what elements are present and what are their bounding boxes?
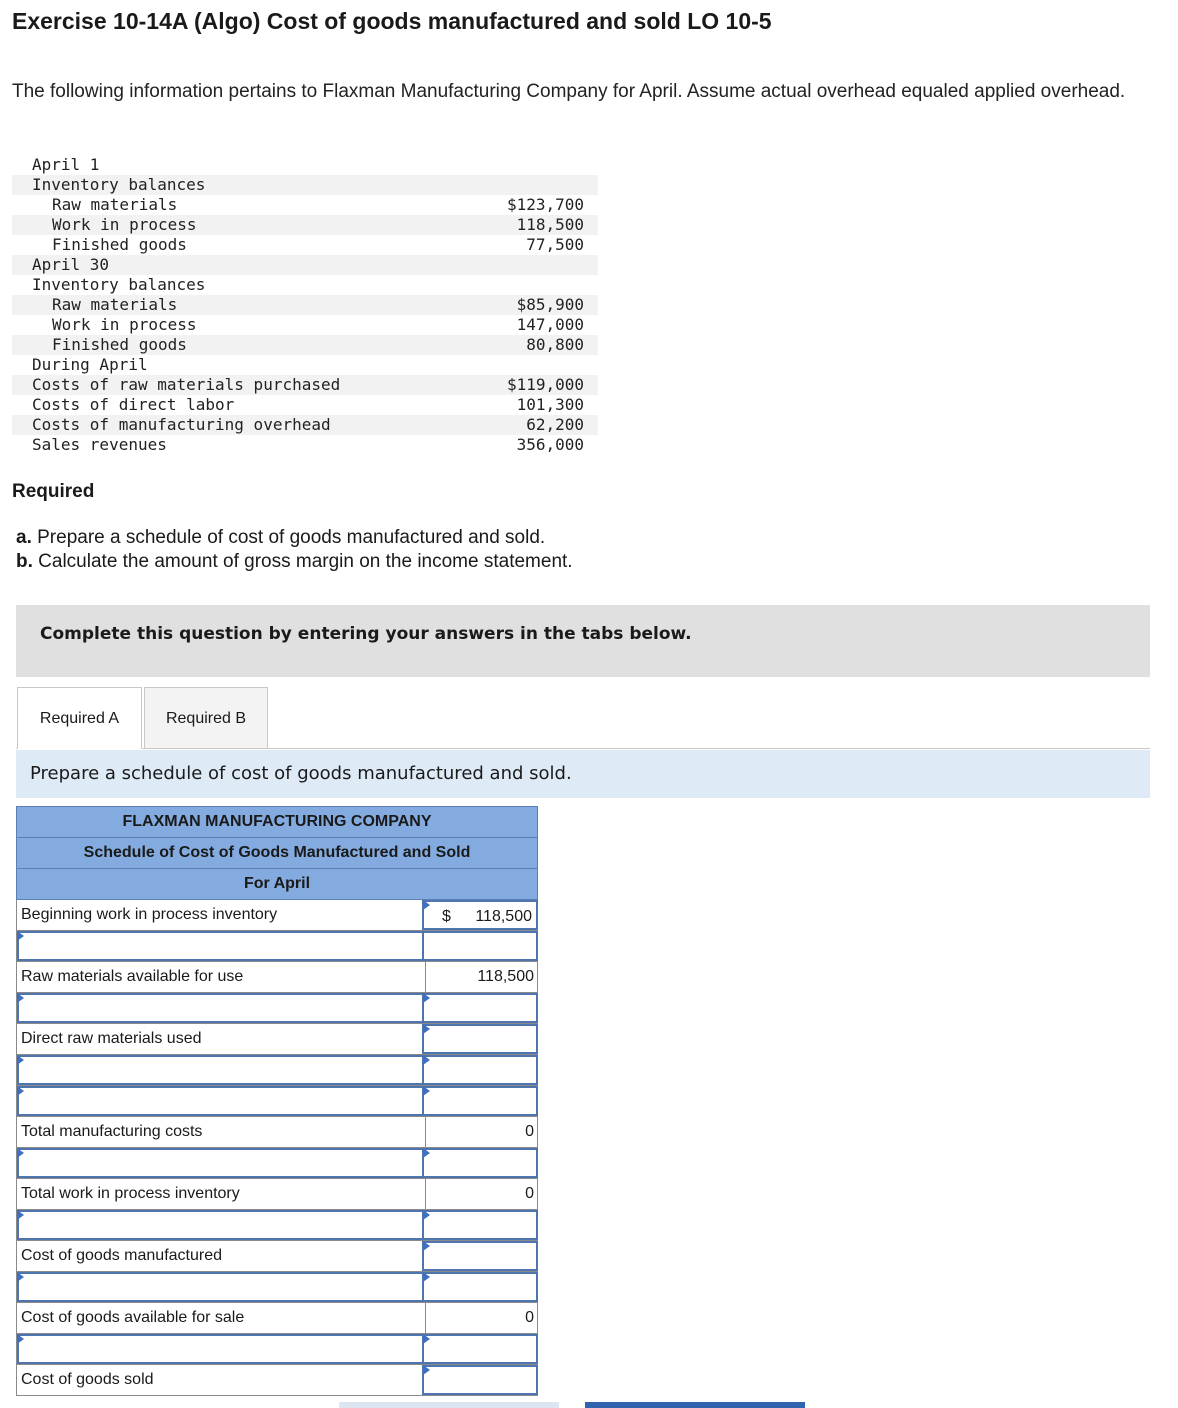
row-label: Total work in process inventory xyxy=(17,1179,426,1209)
required-item-a: a. Prepare a schedule of cost of goods manufactured and sold. xyxy=(16,527,546,548)
amount-input[interactable] xyxy=(422,1086,538,1116)
label-dropdown-input[interactable] xyxy=(17,1148,425,1178)
schedule-title: Schedule of Cost of Goods Manufactured and Sold xyxy=(17,838,537,869)
given-row: Costs of manufacturing overhead 62,200 xyxy=(12,415,598,435)
input-marker-icon xyxy=(17,1334,24,1344)
schedule-row xyxy=(16,993,538,1024)
schedule-row xyxy=(16,1272,538,1303)
schedule-row xyxy=(16,1024,538,1055)
label-dropdown-input[interactable] xyxy=(17,1334,425,1364)
schedule-row xyxy=(16,1179,538,1210)
label-dropdown-input[interactable] xyxy=(17,1210,425,1240)
given-row: April 30 xyxy=(12,255,598,275)
given-row: Work in process 118,500 xyxy=(12,215,598,235)
input-marker-icon xyxy=(17,1086,24,1096)
given-row: During April xyxy=(32,355,148,374)
schedule-row xyxy=(16,1210,538,1241)
row-label: Beginning work in process inventory xyxy=(17,900,426,930)
amount-input[interactable] xyxy=(422,1272,538,1302)
schedule-row xyxy=(16,1148,538,1179)
input-marker-icon xyxy=(423,1024,430,1034)
prev-button[interactable] xyxy=(339,1402,559,1408)
label-dropdown-input[interactable] xyxy=(17,1055,425,1085)
instruction-text: Prepare a schedule of cost of goods manufactured and sold. xyxy=(30,763,572,784)
schedule-row xyxy=(16,931,538,962)
given-row: Inventory balances xyxy=(32,275,206,294)
tab-required-b[interactable]: Required B xyxy=(144,687,268,749)
intro-text: The following information pertains to Flaxman Manufacturing Company for April. Assume actual overhead equaled applied overhead. xyxy=(12,81,1126,102)
input-marker-icon xyxy=(423,1272,430,1282)
given-row: Inventory balances xyxy=(12,175,598,195)
required-list xyxy=(16,526,573,574)
input-marker-icon xyxy=(423,1241,430,1251)
row-value: 0 xyxy=(525,1123,534,1140)
required-item-b: b. Calculate the amount of gross margin on the income statement. xyxy=(16,551,573,572)
row-label: Cost of goods sold xyxy=(17,1365,426,1395)
row-value: 0 xyxy=(525,1309,534,1326)
schedule-row xyxy=(16,1086,538,1117)
amount-input[interactable]: $ 118,500 xyxy=(422,900,538,930)
given-row: Raw materials $123,700 xyxy=(52,195,584,214)
row-label: Raw materials available for use xyxy=(17,962,426,992)
given-data-table xyxy=(12,155,598,455)
input-marker-icon xyxy=(423,1086,430,1096)
row-label: Total manufacturing costs xyxy=(17,1117,426,1147)
schedule-header xyxy=(16,806,538,900)
schedule-company: FLAXMAN MANUFACTURING COMPANY xyxy=(17,807,537,838)
tab-divider xyxy=(16,748,1150,749)
row-value: 0 xyxy=(525,1185,534,1202)
given-row: Costs of direct labor 101,300 xyxy=(32,395,584,414)
schedule-row xyxy=(16,1241,538,1272)
amount-input[interactable] xyxy=(422,1024,538,1054)
input-marker-icon xyxy=(17,1272,24,1282)
given-row: Sales revenues 356,000 xyxy=(32,435,584,454)
amount-input[interactable] xyxy=(422,1148,538,1178)
schedule-row xyxy=(16,1055,538,1086)
amount-input[interactable] xyxy=(422,993,538,1023)
row-value: 118,500 xyxy=(477,968,534,985)
given-row: Finished goods 77,500 xyxy=(52,235,584,254)
input-marker-icon xyxy=(423,1148,430,1158)
input-marker-icon xyxy=(17,1055,24,1065)
schedule-row xyxy=(16,1334,538,1365)
schedule-row xyxy=(16,962,538,993)
row-label: Direct raw materials used xyxy=(17,1024,426,1054)
input-marker-icon xyxy=(423,900,430,910)
instruction-bar xyxy=(16,750,1150,798)
schedule-row xyxy=(16,1303,538,1334)
schedule-period: For April xyxy=(17,869,537,900)
input-marker-icon xyxy=(17,1210,24,1220)
given-row: Work in process 147,000 xyxy=(52,315,584,334)
input-marker-icon xyxy=(17,993,24,1003)
schedule-table xyxy=(16,806,538,1396)
input-marker-icon xyxy=(423,1210,430,1220)
label-dropdown-input[interactable] xyxy=(17,993,425,1023)
schedule-row xyxy=(16,1117,538,1148)
input-marker-icon xyxy=(423,1365,430,1375)
page-title: Exercise 10-14A (Algo) Cost of goods manufactured and sold LO 10-5 xyxy=(12,8,772,34)
input-marker-icon xyxy=(17,931,24,941)
amount-input[interactable] xyxy=(422,1241,538,1271)
input-marker-icon xyxy=(423,1055,430,1065)
amount-input[interactable] xyxy=(422,1334,538,1364)
amount-input[interactable] xyxy=(422,1055,538,1085)
input-marker-icon xyxy=(17,1148,24,1158)
tab-required-a[interactable]: Required A xyxy=(17,687,142,749)
next-button[interactable] xyxy=(585,1402,805,1408)
schedule-row xyxy=(16,1365,538,1396)
complete-question-banner xyxy=(16,605,1150,677)
required-heading: Required xyxy=(12,481,95,502)
input-marker-icon xyxy=(423,993,430,1003)
amount-input[interactable] xyxy=(422,931,538,961)
given-row: April 1 xyxy=(32,155,100,174)
row-label: Cost of goods manufactured xyxy=(17,1241,426,1271)
label-dropdown-input[interactable] xyxy=(17,1272,425,1302)
schedule-row xyxy=(16,900,538,931)
amount-input[interactable] xyxy=(422,1210,538,1240)
label-dropdown-input[interactable] xyxy=(17,1086,425,1116)
given-row: Costs of raw materials purchased $119,000 xyxy=(12,375,598,395)
row-label: Cost of goods available for sale xyxy=(17,1303,426,1333)
banner-text: Complete this question by entering your answers in the tabs below. xyxy=(40,624,692,644)
given-row: Finished goods 80,800 xyxy=(12,335,598,355)
amount-input[interactable] xyxy=(422,1365,538,1395)
given-row: Raw materials $85,900 xyxy=(12,295,598,315)
input-marker-icon xyxy=(423,1334,430,1344)
label-dropdown-input[interactable] xyxy=(17,931,425,961)
